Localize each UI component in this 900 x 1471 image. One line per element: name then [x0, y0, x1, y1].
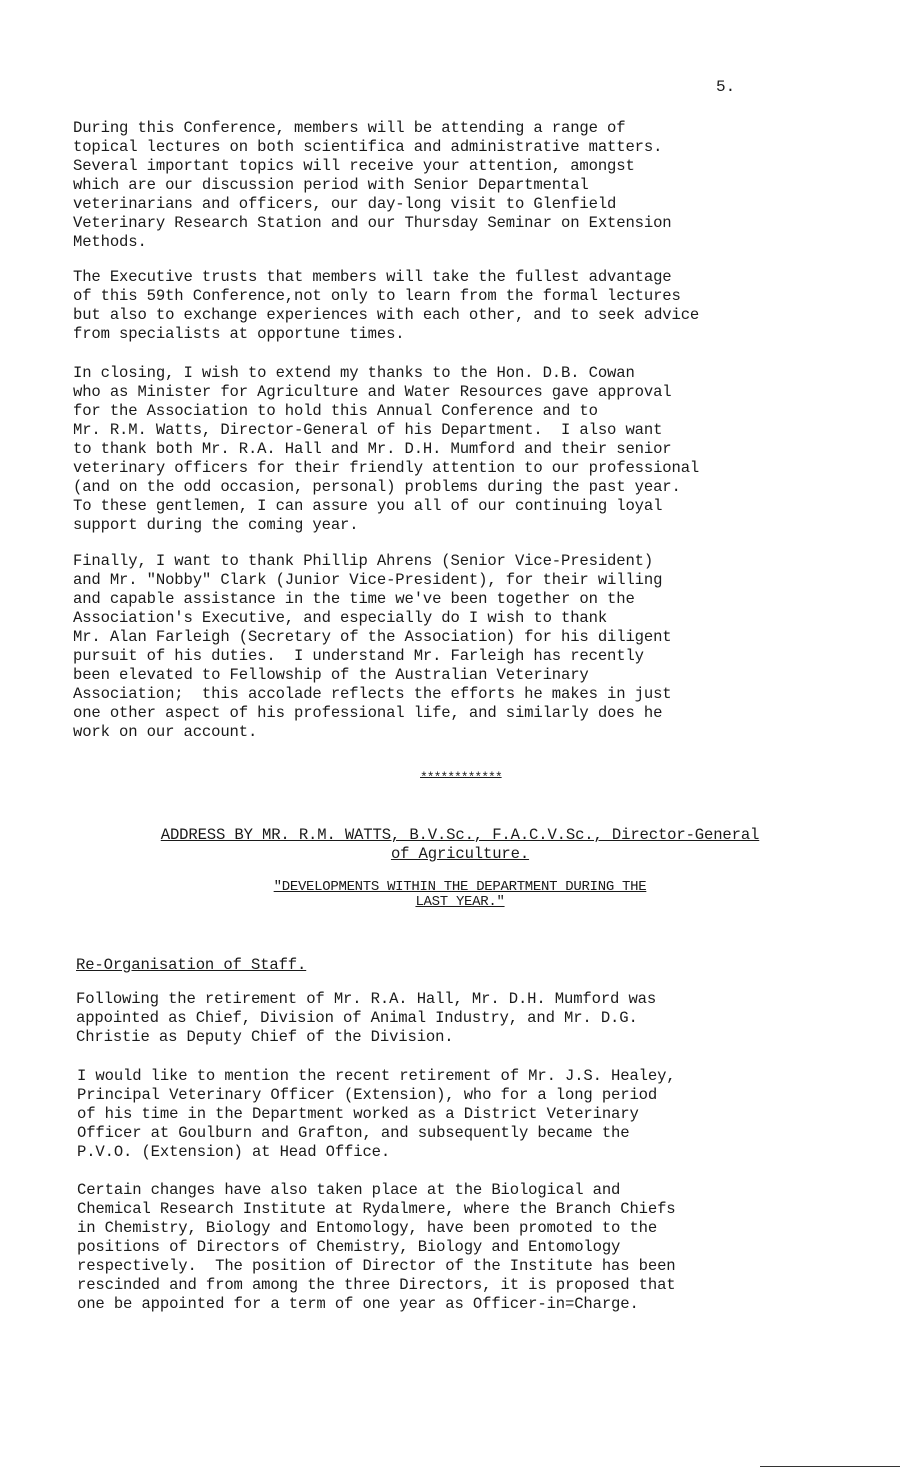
paragraph-conference-lectures: During this Conference, members will be attending a range of topical lectures on both scientifica and administrative matters. Several important topics will receive your attention, amongst which are our discussion period with Senior Departmental veterinarians and officers, our day-long visit to Glenfield Veterinary Research Station and our Thursday Seminar on Extension Methods. [73, 119, 672, 251]
paragraph-closing-thanks: In closing, I wish to extend my thanks to the Hon. D.B. Cowan who as Minister for Agriculture and Water Resources gave approval for the Association to hold this Annual Conference and to Mr. R.M. Watts, Director-General of his Department. I also want to thank both Mr. R.A. Hall and Mr. D.H. Mumford and their senior veterinary officers for their friendly attention to our professional (and on the odd occasion, personal) problems during the past year. To these gentlemen, I can assure you all of our continuing loyal support during the coming year. [73, 364, 700, 534]
section-heading-reorganisation: Re-Organisation of Staff. [76, 956, 307, 974]
paragraph-institute-changes: Certain changes have also taken place at the Biological and Chemical Research Institute at Rydalmere, where the Branch Chiefs in Chemistry, Biology and Entomology, have been promoted to the positions of Directors of Chemistry, Biology and Entomology respectively. The position of Director of the Institute has been rescinded and from among the three Directors, it is proposed that one be appointed for a term of one year as Officer-in=Charge. [77, 1181, 676, 1313]
paragraph-executive-trusts: The Executive trusts that members will take the fullest advantage of this 59th Conference,not only to learn from the formal lectures but also to exchange experiences with each other, and to seek advice from specialists at opportune times. [73, 268, 700, 343]
paragraph-retirement-healey: I would like to mention the recent retirement of Mr. J.S. Healey, Principal Veterinary Officer (Extension), who for a long period of his time in the Department worked as a District Veterinary Officer at Goulburn and Grafton, and subsequently became the P.V.O. (Extension) at Head Office. [77, 1067, 676, 1161]
address-heading: ADDRESS BY MR. R.M. WATTS, B.V.Sc., F.A.C.V.Sc., Director-General of Agriculture. [160, 826, 760, 863]
section-separator: ************ [420, 770, 502, 785]
address-subtitle: "DEVELOPMENTS WITHIN THE DEPARTMENT DURING THE LAST YEAR." [273, 879, 647, 910]
paragraph-retirement-hall: Following the retirement of Mr. R.A. Hall, Mr. D.H. Mumford was appointed as Chief, Division of Animal Industry, and Mr. D.G. Christie as Deputy Chief of the Division. [76, 990, 657, 1046]
paragraph-finally-thanks: Finally, I want to thank Phillip Ahrens (Senior Vice-President) and Mr. "Nobby" Clark (Junior Vice-President), for their willing and capable assistance in the time we've been together on the Association's Executive, and especially do I wish to thank Mr. Alan Farleigh (Secretary of the Association) for his diligent pursuit of his duties. I understand Mr. Farleigh has recently been elevated to Fellowship of the Australian Veterinary Association; this accolade reflects the efforts he makes in just one other aspect of his professional life, and similarly does he work on our account. [73, 552, 672, 741]
page-number: 5. [716, 78, 736, 96]
footer-rule [760, 1466, 900, 1467]
